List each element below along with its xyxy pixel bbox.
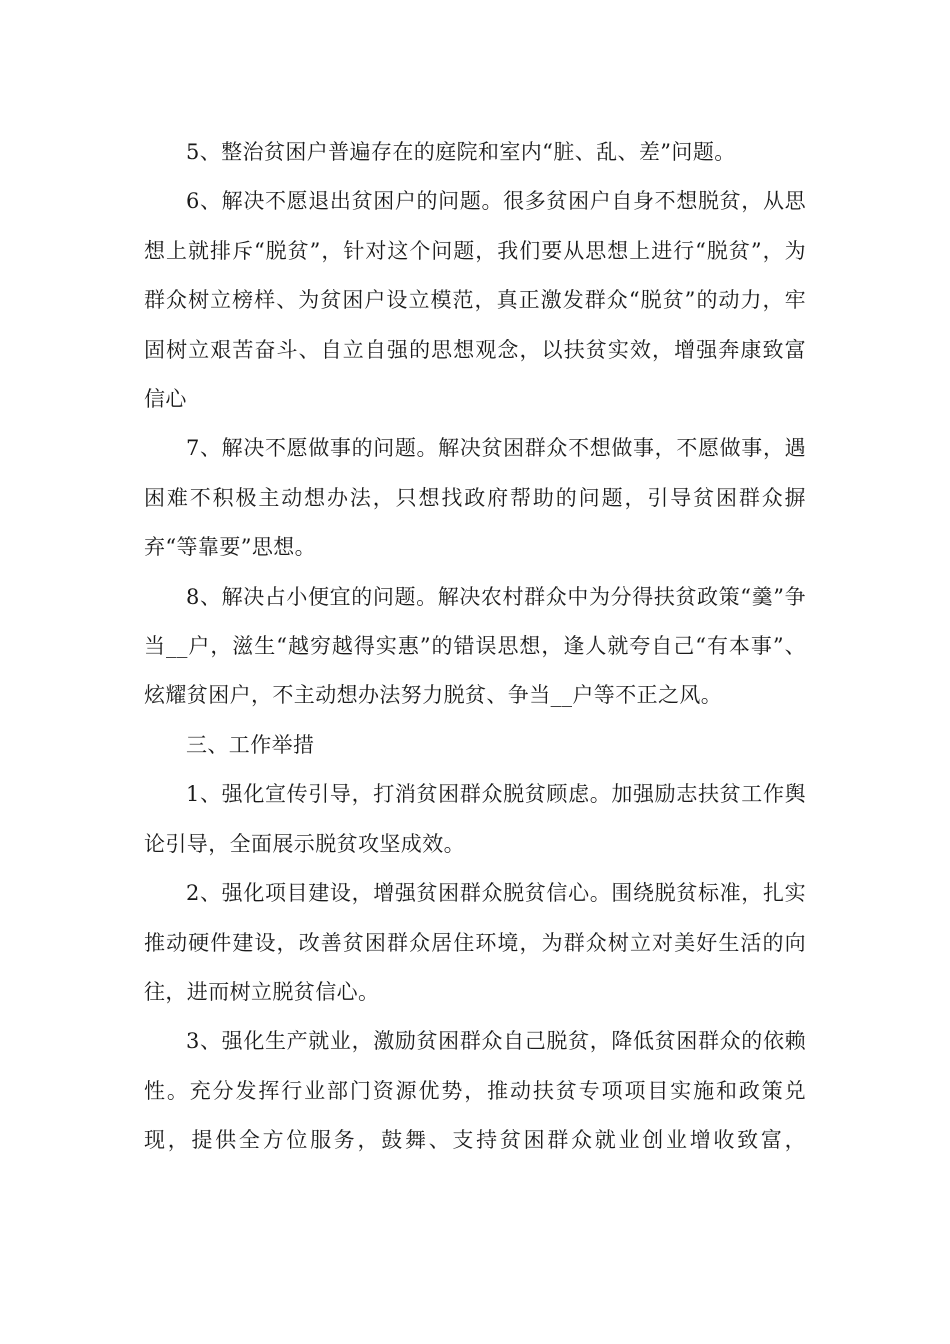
section-heading-work-measures: 三、工作举措 bbox=[186, 732, 315, 757]
measure-item-2: 2、强化项目建设，增强贫困群众脱贫信心。围绕脱贫标准，扎实推动硬件建设，改善贫困群众居住环境，为群众树立对美好生活的向往，进而树立脱贫信心。 bbox=[144, 881, 806, 1004]
paragraph-item-5: 5、整治贫困户普遍存在的庭院和室内“脏、乱、差”问题。 bbox=[186, 140, 736, 164]
document-body bbox=[144, 128, 806, 1166]
measure-item-1: 1、强化宣传引导，打消贫困群众脱贫顾虑。加强励志扶贫工作舆论引导，全面展示脱贫攻坚成效。 bbox=[144, 782, 806, 856]
paragraph-item-6: 6、解决不愿退出贫困户的问题。很多贫困户自身不想脱贫，从思想上就排斥“脱贫”，针对这个问题，我们要从思想上进行“脱贫”，为群众树立榜样、为贫困户设立模范，真正激发群众“脱贫”的动力，牢固树立艰苦奋斗、自立自强的思想观念，以扶贫实效，增强奔康致富信心 bbox=[144, 189, 806, 412]
paragraph-item-8: 8、解决占小便宜的问题。解决农村群众中为分得扶贫政策“羹”争当__户，滋生“越穷越得实惠”的错误思想，逢人就夸自己“有本事”、炫耀贫困户，不主动想办法努力脱贫、争当__户等不正之风。 bbox=[144, 584, 806, 708]
measure-item-3: 3、强化生产就业，激励贫困群众自己脱贫，降低贫困群众的依赖性。充分发挥行业部门资源优势，推动扶贫专项项目实施和政策兑现，提供全方位服务，鼓舞、支持贫困群众就业创业增收致富， bbox=[144, 1029, 806, 1153]
paragraph-item-7: 7、解决不愿做事的问题。解决贫困群众不想做事，不愿做事，遇困难不积极主动想办法，只想找政府帮助的问题，引导贫困群众摒弃“等靠要”思想。 bbox=[144, 436, 806, 560]
